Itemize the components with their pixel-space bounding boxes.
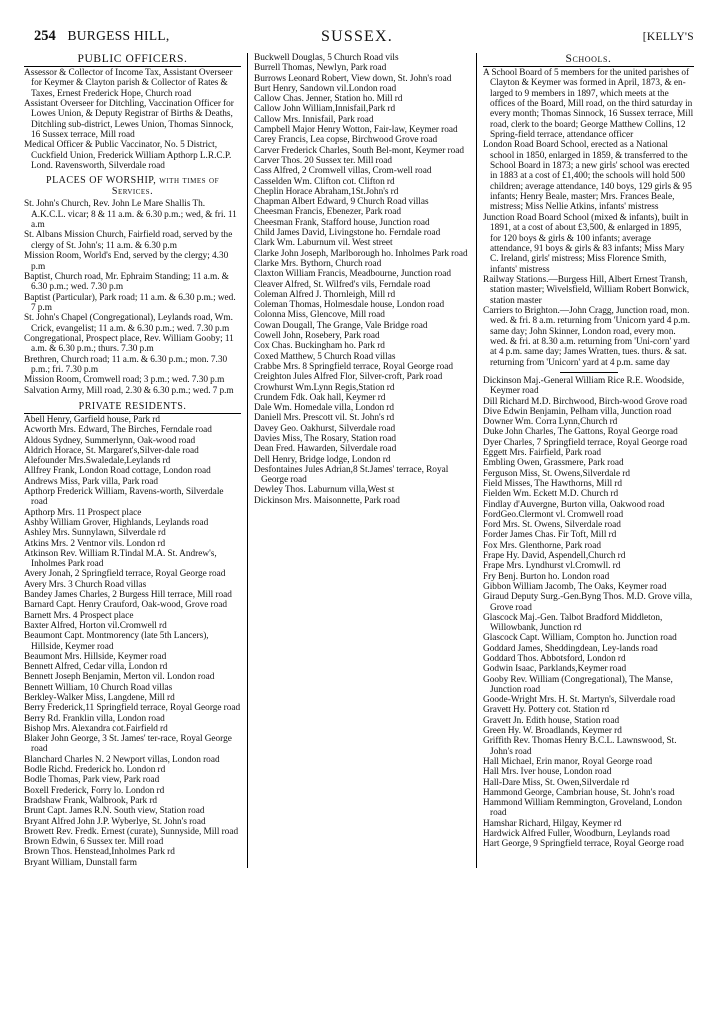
list-item: Dell Henry, Bridge lodge, London rd [254, 454, 391, 465]
section-title-schools: Schools. [483, 53, 694, 67]
column-2 [247, 53, 476, 868]
list-item: Cowell John, Rosebery, Park road [254, 331, 380, 342]
list-item: Clarke Mrs. Bythorn, Church road [254, 258, 382, 269]
list-item: Avery Mrs. 3 Church Road villas [24, 579, 147, 590]
list-item: St. John's Chapel (Congregational), Leylands road, Wm. Crick, evangelist; 11 a.m. & 6.30 p.m.; wed. 7.30 p.m [24, 313, 233, 334]
list-item: Davies Miss, The Rosary, Station road [254, 433, 397, 444]
section-title-places-of-worship: PLACES OF WORSHIP, with times of Services. [46, 175, 219, 198]
header-county: SUSSEX. [321, 28, 393, 45]
list-item: Barnard Capt. Henry Crauford, Oak-wood, Grove road [24, 600, 228, 611]
section-title-public-officers: PUBLIC OFFICERS. [24, 53, 241, 67]
list-item: Bodle Richd. Frederick ho. London rd [24, 765, 166, 776]
list-item: Apthorp Mrs. 11 Prospect place [24, 507, 142, 518]
list-item: Dive Edwin Benjamin, Pelham villa, Junction road [483, 406, 672, 417]
list-item: London Road Board School, erected as a National school in 1850, enlarged in 1859, & transferred to the School Board in 1873; a new girls' school was erected in 1883 at a cost of £1,400; the schools will hold 500 children; average attendance, 140 boys, 129 girls & 95 infants; Henry Beale, master; Mrs. Frances Beale, mistress; Miss Nellie Atkins, infants' mistress [483, 140, 692, 213]
private-residents-list-continued [254, 53, 470, 506]
list-item: Burt Henry, Sandown vil.London road [254, 83, 397, 94]
list-item: Godwin Isaac, Parklands,Keymer road [483, 664, 627, 675]
list-item: Crowhurst Wm.Lynn Regis,Station rd [254, 382, 395, 393]
columns-container [18, 53, 700, 868]
list-item: Dean Fred. Hawarden, Silverdale road [254, 444, 397, 455]
list-item: Bradshaw Frank, Walbrook, Park rd [24, 795, 158, 806]
list-item: Hall Mrs. Iver house, London road [483, 767, 612, 778]
list-item: Fry Benj. Burton ho. London road [483, 571, 610, 582]
list-item: Bryant William, Dunstall farm [24, 857, 137, 868]
list-item: Ford Mrs. St. Owens, Silverdale road [483, 520, 621, 531]
list-item: Brown Thos. Henstead,Inholmes Park rd [24, 847, 175, 858]
list-item: Browett Rev. Fredk. Ernest (curate), Sunnyside, Mill road [24, 826, 239, 837]
list-item: Assessor & Collector of Income Tax, Assistant Overseer for Keymer & Clayton parish & Collector of Rates & Taxes, Ernest Frederick Hope, Church road [24, 68, 233, 99]
list-item: Daniell Mrs. Prescott vil. St. John's rd [254, 413, 395, 424]
list-item: Dill Richard M.D. Birchwood, Birch-wood Grove road [483, 396, 688, 407]
list-item: Cheesman Frank, Stafford house, Junction road [254, 217, 430, 228]
list-item: Griffith Rev. Thomas Henry B.C.L. Lawnswood, St. John's road [483, 736, 677, 757]
list-item: Cox Chas. Buckingham ho. Park rd [254, 341, 385, 352]
list-item: Glascock Maj.-Gen. Talbot Bradford Middleton, Willowbank, Junction rd [483, 612, 663, 634]
list-item: Carver Thos. 20 Sussex ter. Mill road [254, 155, 393, 166]
list-item: Claxton William Francis, Meadbourne, Junction road [254, 269, 452, 280]
list-item: Dickinson Mrs. Maisonnette, Park road [254, 495, 400, 506]
list-item: Dewley Thos. Laburnum villa,West st [254, 485, 395, 496]
places-of-worship-list [24, 199, 241, 396]
list-item: Salvation Army, Mill road, 2.30 & 6.30 p.m.; wed. 7 p.m [24, 385, 234, 396]
list-item: Apthorp Frederick William, Ravens-worth, Silverdale road [24, 487, 224, 508]
list-item: Duke John Charles, The Gattons, Royal George road [483, 427, 678, 438]
list-item: Brunt Capt. James R.N. South view, Station road [24, 806, 205, 817]
list-item: Bennett Joseph Benjamin, Merton vil. London road [24, 672, 215, 683]
list-item: Cheplin Horace Abraham,1St.John's rd [254, 186, 399, 197]
list-item: Forder James Chas. Fir Toft, Mill rd [483, 530, 617, 541]
list-item: Bandey James Charles, 2 Burgess Hill terrace, Mill road [24, 590, 232, 601]
list-item: Mission Room, World's End, served by the clergy; 4.30 p.m [24, 251, 229, 272]
page-header [0, 0, 714, 45]
list-item: Giraud Deputy Surg.-Gen.Byng Thos. M.D. Grove villa, Grove road [483, 592, 693, 613]
list-item: Callow Chas. Jenner, Station ho. Mill rd [254, 94, 403, 105]
list-item: Hamshar Richard, Hilgay, Keymer rd [483, 818, 622, 829]
list-item: Berkley-Walker Miss, Langdene, Mill rd [24, 692, 175, 703]
list-item: Goode-Wright Mrs. H. St. Martyn's, Silverdale road [483, 695, 676, 706]
list-item: Casselden Wm. Clifton cot. Clifton rd [254, 176, 395, 187]
list-item: Dickinson Maj.-General William Rice R.E. Woodside, Keymer road [483, 375, 685, 397]
list-item: Burrows Leonard Robert, View down, St. John's road [254, 73, 452, 84]
list-item: Buckwell Douglas, 5 Church Road vils [254, 53, 399, 63]
list-item: Boxell Frederick, Forry lo. London rd [24, 785, 165, 796]
list-item: Cleaver Alfred, St. Wilfred's vils, Ferndale road [254, 279, 431, 290]
list-item: Colonna Miss, Glencove, Mill road [254, 310, 385, 321]
list-item: Frape Mrs. Lyndhurst vl.Cromwll. rd [483, 561, 621, 572]
column-3 [476, 53, 700, 868]
list-item: Cass Alfred, 2 Cromwell villas, Crom-well road [254, 166, 432, 177]
list-item: Carver Frederick Charles, South Bel-mont, Keymer road [254, 145, 464, 156]
list-item: Hall-Dare Miss, St. Owen,Silverdale rd [483, 777, 630, 788]
list-item: Blanchard Charles N. 2 Newport villas, London road [24, 754, 220, 765]
list-item: Hammond George, Cambrian house, St. John's road [483, 787, 675, 798]
list-item: Callow Mrs. Innisfail, Park road [254, 114, 374, 125]
list-item: Acworth Mrs. Edward, The Birches, Ferndale road [24, 425, 212, 436]
list-item: Crundem Fdk. Oak hall, Keymer rd [254, 392, 386, 403]
list-item: Campbell Major Henry Wotton, Fair-law, Keymer road [254, 125, 458, 136]
list-item: Andrews Miss, Park villa, Park road [24, 476, 159, 487]
list-item: Goddard James, Sheddingdean, Ley-lands road [483, 643, 658, 654]
list-item: Glascock Capt. William, Compton ho. Junction road [483, 633, 677, 644]
list-item: Carey Francis, Lea copse, Birchwood Grove road [254, 135, 438, 146]
list-item: Brown Edwin, 6 Sussex ter. Mill road [24, 837, 164, 848]
list-item: Dale Wm. Homedale villa, London rd [254, 403, 395, 414]
list-item: Green Hy. W. Broadlands, Keymer rd [483, 726, 622, 737]
list-item: Beaumont Capt. Montmorency (late 5th Lancers), Hillside, Keymer road [24, 631, 209, 652]
list-item: Desfontaines Jules Adrian,8 St.James' terrace, Royal George road [254, 464, 449, 486]
list-item: Coleman Thomas, Holmesdale house, London road [254, 300, 445, 311]
list-item: Baptist (Particular), Park road; 11 a.m. & 6.30 p.m.; wed. 7 p.m [24, 292, 236, 313]
list-item: Aldous Sydney, Summerlynn, Oak-wood road [24, 435, 196, 446]
list-item: Child James David, Livingstone ho. Ferndale road [254, 228, 441, 239]
list-item: Ashley Mrs. Sunnylawn, Silverdale rd [24, 528, 166, 539]
list-item: Hammond William Remmington, Groveland, London road [483, 798, 683, 819]
list-item: Crabbe Mrs. 8 Springfield terrace, Royal George road [254, 361, 454, 372]
list-item: Beaumont Mrs. Hillside, Keymer road [24, 651, 167, 662]
list-item: Cowan Dougall, The Grange, Vale Bridge road [254, 320, 428, 331]
list-item: Berry Frederick,11 Springfield terrace, Royal George road [24, 703, 241, 714]
list-item: Gravett Jn. Edith house, Station road [483, 715, 620, 726]
private-residents-list [24, 415, 241, 868]
list-item: Allfrey Frank, London Road cottage, London road [24, 466, 211, 477]
list-item: Berry Rd. Franklin villa, London road [24, 713, 165, 724]
list-item: Ferguson Miss, St. Owens,Silverdale rd [483, 468, 631, 479]
list-item: Bodle Thomas, Park view, Park road [24, 775, 160, 786]
list-item: Atkins Mrs. 2 Ventnor vils. London rd [24, 538, 166, 549]
list-item: Railway Stations.—Burgess Hill, Albert Ernest Transh, station master; Wivelsfield, William Robert Bonwick, station master [483, 274, 690, 306]
list-item: Aldrich Horace, St. Margaret's,Silver-dale road [24, 445, 199, 456]
list-item: Embling Owen, Grassmere, Park road [483, 458, 624, 469]
list-item: St. John's Church, Rev. John Le Mare Shallis Th. A.K.C.L. vicar; 8 & 11 a.m. & 6.30 p.m.; wed, & fri. 11 a.m [24, 199, 237, 231]
list-item: Hart George, 9 Springfield terrace, Royal George road [483, 839, 684, 850]
list-item: Frape Hy. David, Aspendell,Church rd [483, 551, 626, 562]
private-residents-list-continued-2 [483, 376, 694, 850]
list-item: Davey Geo. Oakhurst, Silverdale road [254, 423, 396, 434]
list-item: Chapman Albert Edward, 9 Church Road villas [254, 197, 429, 208]
section-divider [560, 372, 618, 373]
list-item: Burrell Thomas, Newlyn, Park road [254, 63, 387, 74]
list-item: Hall Michael, Erin manor, Royal George road [483, 756, 653, 767]
list-item: St. Albans Mission Church, Fairfield road, served by the clergy of St. John's; 11 a.m. & 6.30 p.m [24, 230, 233, 251]
list-item: Barnett Mrs. 4 Prospect place [24, 610, 134, 621]
list-item: Fielden Wm. Eckett M.D. Church rd [483, 489, 619, 500]
page-number: 254 [34, 28, 56, 44]
list-item: Ashby William Grover, Highlands, Leylands road [24, 517, 209, 528]
list-item: Bennett Alfred, Cedar villa, London rd [24, 662, 168, 673]
list-item: Junction Road Board School (mixed & infants), built in 1891, at a cost of about £3,500, & enlarged in 1895, for 120 boys & girls & 100 infants; average attendance, 91 boys & girls & 83 infants; Miss Mary C. Ireland, girls' mistress; Miss Florence Smith, infants' mistress [483, 212, 689, 275]
schools-list [483, 68, 694, 368]
list-item: Callow John William,Innisfail,Park rd [254, 104, 396, 115]
list-item: Dyer Charles, 7 Springfield terrace, Royal George road [483, 437, 688, 448]
list-item: Clarke John Joseph, Marlborough ho. Inholmes Park road [254, 248, 468, 259]
header-publisher: [KELLY'S [642, 31, 694, 43]
column-1 [18, 53, 247, 868]
list-item: Coleman Alfred J. Thornleigh, Mill rd [254, 289, 396, 300]
list-item: Assistant Overseer for Ditchling, Vaccination Officer for Lowes Union, & Deputy Registrar of Births & Deaths, Ditchling sub-district, Lewes Union, Thomas Sinnock, 16 Sussex terrace, Mill road [24, 99, 234, 141]
list-item: Mission Room, Cromwell road; 3 p.m.; wed. 7.30 p.m [24, 375, 225, 386]
list-item: Bennett William, 10 Church Road villas [24, 682, 173, 693]
list-item: Gooby Rev. William (Congregational), The Manse, Junction road [483, 674, 673, 695]
list-item: Field Misses, The Hawthorns, Mill rd [483, 478, 623, 489]
list-item: A School Board of 5 members for the united parishes of Clayton & Keymer was formed in April, 1873, & en-larged to 9 members in 1897, which meets at the offices of the Board, Mill road, on the third saturday in every month; Thomas Sinnock, 16 Sussex terrace, Mill road, clerk to the board; George Matthew Collins, 12 Spring-field terrace, attendance officer [483, 68, 694, 141]
list-item: Congregational, Prospect place, Rev. William Gooby; 11 a.m. & 6.30 p.m.; thurs. 7.30 p.m [24, 333, 234, 355]
header-place: BURGESS HILL, [67, 28, 170, 43]
public-officers-list [24, 68, 241, 171]
list-item: Clark Wm. Laburnum vil. West street [254, 238, 393, 249]
list-item: Bishop Mrs. Alexandra cot.Fairfield rd [24, 723, 168, 734]
list-item: Alefounder Mrs.Swaledale,Leylands rd [24, 456, 171, 467]
list-item: Gibbon William Jacomb, The Oaks, Keymer road [483, 581, 667, 592]
list-item: Gravett Hy. Pottery cot. Station rd [483, 705, 610, 716]
list-item: Creighton Jules Alfred Flor, Silver-croft, Park road [254, 372, 443, 383]
list-item: Baptist, Church road, Mr. Ephraim Standing; 11 a.m. & 6.30 p.m.; wed. 7.30 p.m [24, 271, 229, 293]
list-item: Hardwick Alfred Fuller, Woodburn, Leylands road [483, 829, 670, 840]
list-item: FordGeo.Clermont vl. Cromwell road [483, 509, 624, 520]
list-item: Eggett Mrs. Fairfield, Park road [483, 448, 601, 459]
list-item: Goddard Thos. Abbotsford, London rd [483, 653, 626, 664]
list-item: Abell Henry, Garfield house, Park rd [24, 414, 161, 425]
list-item: Medical Officer & Public Vaccinator, No. 5 District, Cuckfield Union, Frederick William Apthorp L.R.C.P. Lond. Ravensworth, Silverdale road [24, 140, 232, 172]
list-item: Atkinson Rev. William R.Tindal M.A. St. Andrew's, Inholmes Park road [24, 548, 217, 570]
list-item: Cheesman Francis, Ebenezer, Park road [254, 207, 402, 218]
list-item: Carriers to Brighton.—John Cragg, Junction road, mon. wed. & fri. 8 a.m. returning from 'Unicorn yard 4 p.m. same day; John Skinner, London road, every mon. wed. & fri. at 8.30 a.m. returning from 'Uni-corn' yard at 4 p.m. same day; James Wratten, tues. thurs. & sat. returning from 'Unicorn' yard at 4 p.m. same day [483, 305, 691, 368]
list-item: Downer Wm. Corra Lynn,Church rd [483, 417, 618, 428]
list-item: Bryant Alfred John J.P. Wyberlye, St. John's road [24, 816, 206, 827]
section-title-private-residents: PRIVATE RESIDENTS. [24, 401, 241, 414]
list-item: Baxter Alfred, Horton vil.Cromwell rd [24, 620, 167, 631]
list-item: Findlay d'Auvergne, Burton villa, Oakwood road [483, 499, 665, 510]
list-item: Blaker John George, 3 St. James' ter-race, Royal George road [24, 734, 232, 755]
list-item: Fox Mrs. Glenthorne, Park road [483, 540, 601, 551]
list-item: Coxed Matthew, 5 Church Road villas [254, 351, 396, 362]
list-item: Brethren, Church road; 11 a.m. & 6.30 p.m.; mon. 7.30 p.m.; fri. 7.30 p.m [24, 354, 228, 375]
list-item: Avery Jonah, 2 Springfield terrace, Royal George road [24, 569, 226, 580]
